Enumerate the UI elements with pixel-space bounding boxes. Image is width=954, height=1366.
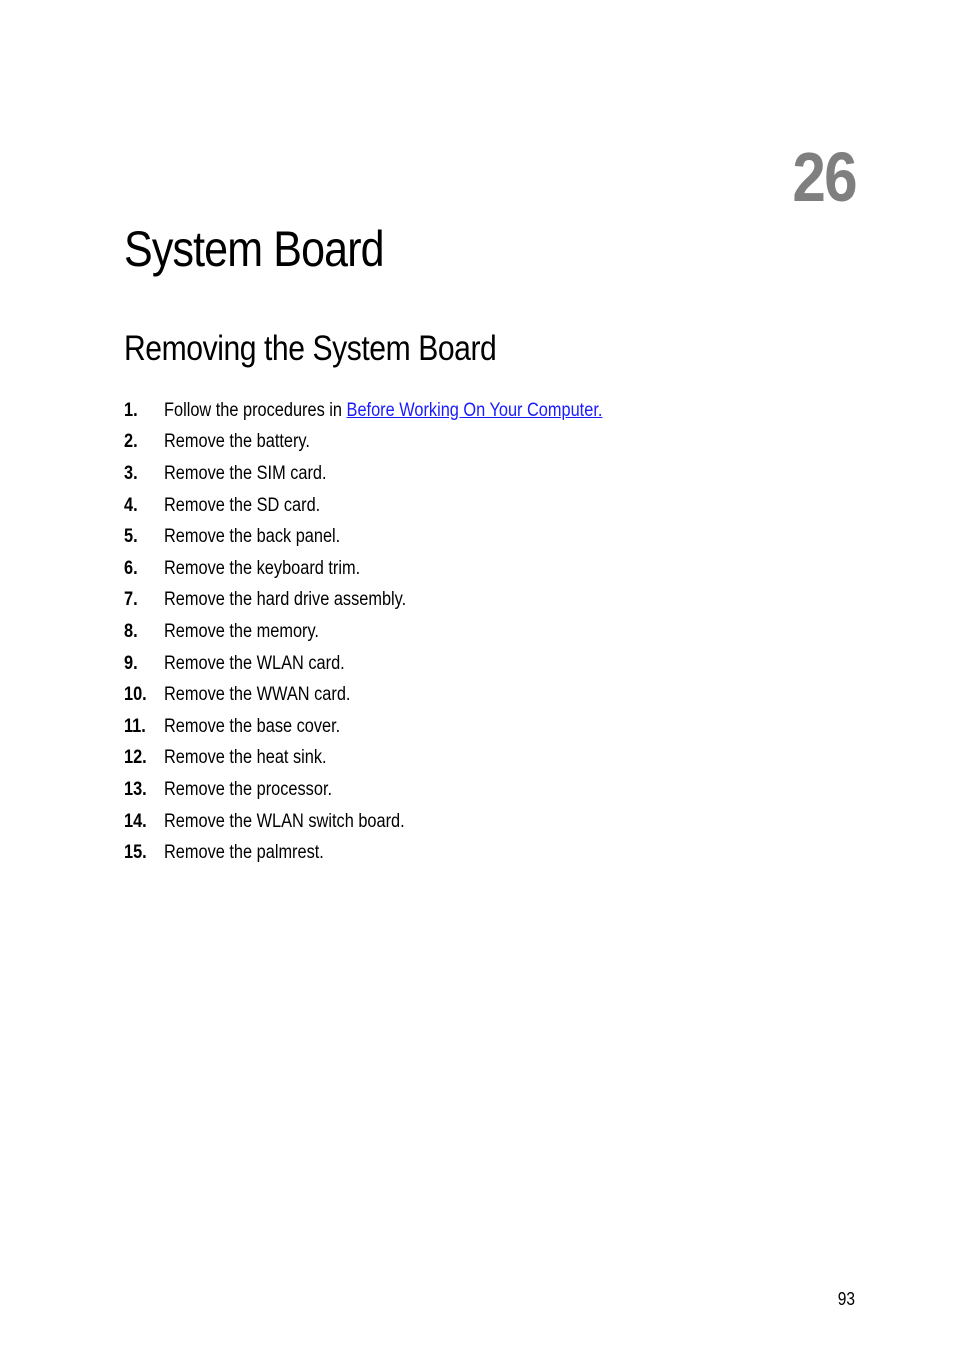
step-number: 14. — [124, 810, 147, 832]
step-number: 2. — [124, 431, 138, 453]
step-item — [124, 395, 674, 427]
step-text: Remove the memory. — [164, 620, 319, 642]
page-number: 93 — [837, 1289, 855, 1309]
step-item — [124, 585, 674, 617]
step-text: Remove the back panel. — [164, 526, 341, 548]
step-item — [124, 806, 674, 838]
step-item — [124, 648, 674, 680]
chapter-title: System Board — [124, 221, 384, 277]
step-text: Remove the heat sink. — [164, 747, 327, 769]
step-number: 12. — [124, 747, 147, 769]
step-item — [124, 427, 674, 459]
step-number: 6. — [124, 557, 138, 579]
step-text — [164, 400, 602, 422]
step-number: 8. — [124, 620, 138, 642]
step-number: 4. — [124, 494, 138, 516]
chapter-number: 26 — [792, 138, 856, 216]
section-title: Removing the System Board — [124, 329, 497, 368]
step-number: 7. — [124, 589, 138, 611]
step-text: Remove the SIM card. — [164, 462, 327, 484]
step-number: 5. — [124, 526, 138, 548]
step-text: Remove the hard drive assembly. — [164, 589, 407, 611]
step-text: Remove the palmrest. — [164, 842, 324, 864]
step-text: Remove the base cover. — [164, 715, 341, 737]
step-item — [124, 774, 674, 806]
step-text: Remove the battery. — [164, 431, 310, 453]
step-text: Remove the WLAN switch board. — [164, 810, 405, 832]
step-text: Remove the processor. — [164, 778, 333, 800]
step-number: 13. — [124, 778, 147, 800]
step-text-prefix: Follow the procedures in — [164, 399, 347, 421]
step-number: 3. — [124, 462, 138, 484]
step-text: Remove the SD card. — [164, 494, 321, 516]
step-item — [124, 490, 674, 522]
step-text: Remove the keyboard trim. — [164, 557, 361, 579]
step-item — [124, 458, 674, 490]
step-text: Remove the WWAN card. — [164, 684, 351, 706]
step-number: 11. — [124, 715, 146, 737]
step-number: 10. — [124, 684, 147, 706]
step-item — [124, 521, 674, 553]
steps-list — [124, 395, 674, 869]
step-number: 9. — [124, 652, 138, 674]
step-item — [124, 743, 674, 775]
before-working-link[interactable]: Before Working On Your Computer. — [346, 399, 603, 421]
step-number: 15. — [124, 842, 147, 864]
step-number: 1. — [124, 399, 138, 421]
step-item — [124, 837, 674, 869]
step-item — [124, 553, 674, 585]
step-item — [124, 679, 674, 711]
step-text: Remove the WLAN card. — [164, 652, 345, 674]
step-item — [124, 711, 674, 743]
step-item — [124, 616, 674, 648]
